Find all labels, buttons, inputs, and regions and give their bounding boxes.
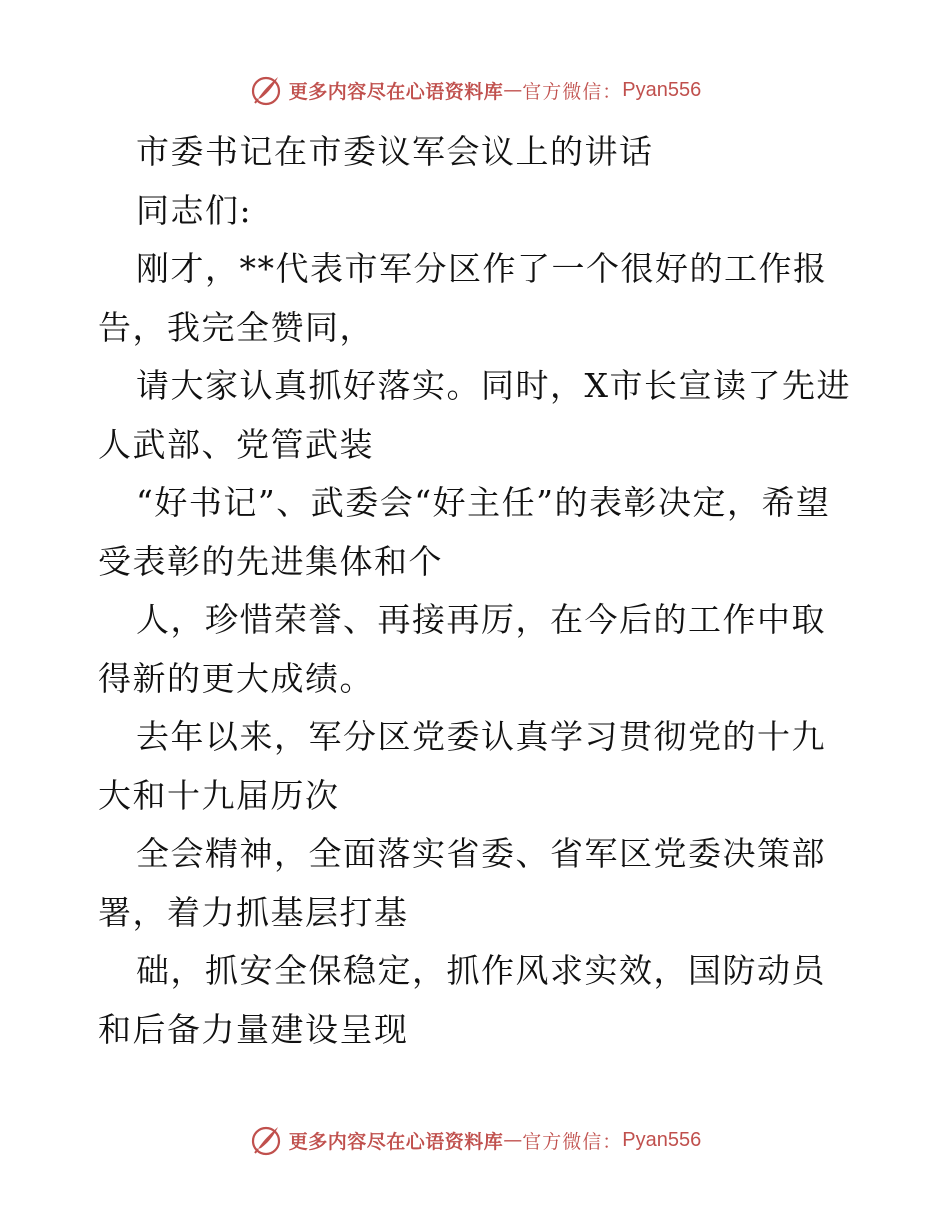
salutation: 同志们: <box>136 190 253 230</box>
watermark-main-text: 更多内容尽在心语资料库 <box>288 1130 504 1153</box>
paragraph: 去年以来，军分区党委认真学习贯彻党的十九大和十九届历次 <box>98 717 826 815</box>
watermark-wechat-id: Pyan556 <box>622 78 702 101</box>
paragraph: 人，珍惜荣誉、再接再厉，在今后的工作中取得新的更大成绩。 <box>98 600 826 698</box>
paragraph: 请大家认真抓好落实。同时，X市长宣读了先进人武部、党管武装 <box>98 366 851 464</box>
watermark-main-text: 更多内容尽在心语资料库 <box>288 80 504 103</box>
watermark-sub-text: 官方微信： <box>522 80 623 103</box>
footer-watermark <box>0 1120 950 1160</box>
header-watermark <box>0 70 950 110</box>
paragraph: 全会精神，全面落实省委、省军区党委决策部署，着力抓基层打基 <box>98 834 826 932</box>
paragraph: 础，抓安全保稳定，抓作风求实效，国防动员和后备力量建设呈现 <box>98 951 826 1049</box>
document-title: 市委书记在市委议军会议上的讲话 <box>136 132 654 171</box>
watermark-sub-text: 官方微信： <box>522 1130 623 1153</box>
quill-logo-icon <box>249 1123 283 1157</box>
document-body <box>98 123 858 1059</box>
paragraph: “好书记”、武委会“好主任”的表彰决定，希望受表彰的先进集体和个 <box>98 483 831 581</box>
paragraph: 刚才，**代表市军分区作了一个很好的工作报告，我完全赞同， <box>98 249 828 347</box>
watermark-wechat-id: Pyan556 <box>622 1128 702 1151</box>
quill-logo-icon <box>249 73 283 107</box>
watermark-dash: — <box>503 1129 523 1151</box>
watermark-dash: — <box>503 79 523 101</box>
